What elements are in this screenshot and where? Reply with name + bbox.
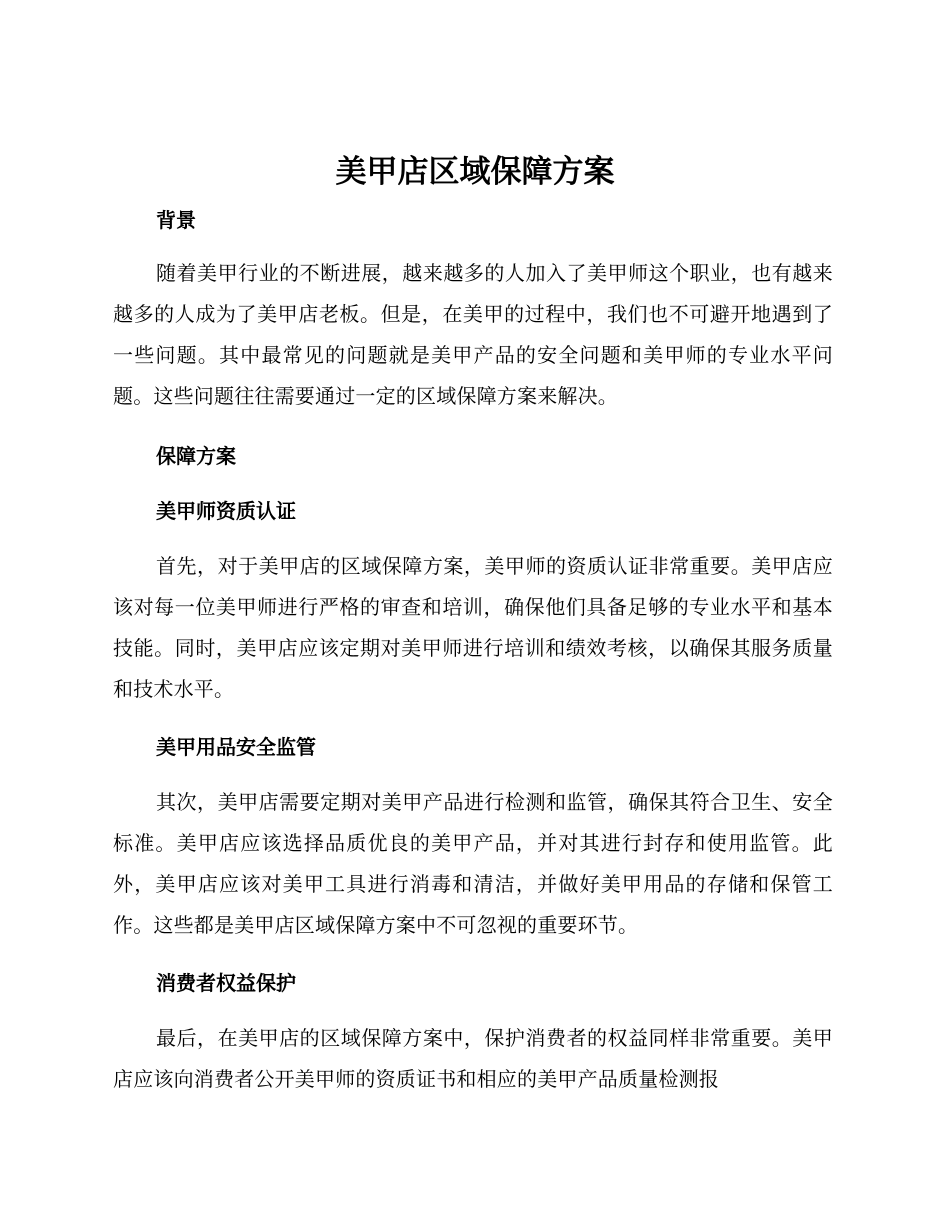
- section-heading-certification: 美甲师资质认证: [156, 499, 296, 523]
- paragraph-certification: 首先，对于美甲店的区域保障方案，美甲师的资质认证非常重要。美甲店应该对每一位美甲师进行严格的审查和培训，确保他们具备足够的专业水平和基本技能。同时，美甲店应该定期对美甲师进行培训和绩效考核，以确保其服务质量和技术水平。: [113, 554, 833, 701]
- section-heading-supplies-safety: 美甲用品安全监管: [156, 735, 316, 759]
- section-heading-background: 背景: [156, 208, 196, 232]
- section-heading-plan: 保障方案: [156, 444, 236, 468]
- document-title: 美甲店区域保障方案: [335, 154, 615, 190]
- paragraph-supplies-safety: 其次，美甲店需要定期对美甲产品进行检测和监管，确保其符合卫生、安全标准。美甲店应该选择品质优良的美甲产品，并对其进行封存和使用监管。此外，美甲店应该对美甲工具进行消毒和清洁，并做好美甲用品的存储和保管工作。这些都是美甲店区域保障方案中不可忽视的重要环节。: [113, 790, 833, 937]
- paragraph-background: 随着美甲行业的不断进展，越来越多的人加入了美甲师这个职业，也有越来越多的人成为了美甲店老板。但是，在美甲的过程中，我们也不可避开地遇到了一些问题。其中最常见的问题就是美甲产品的安全问题和美甲师的专业水平问题。这些问题往往需要通过一定的区域保障方案来解决。: [113, 261, 833, 408]
- paragraph-consumer-rights: 最后，在美甲店的区域保障方案中，保护消费者的权益同样非常重要。美甲店应该向消费者公开美甲师的资质证书和相应的美甲产品质量检测报: [113, 1026, 833, 1091]
- section-heading-consumer-rights: 消费者权益保护: [156, 971, 296, 995]
